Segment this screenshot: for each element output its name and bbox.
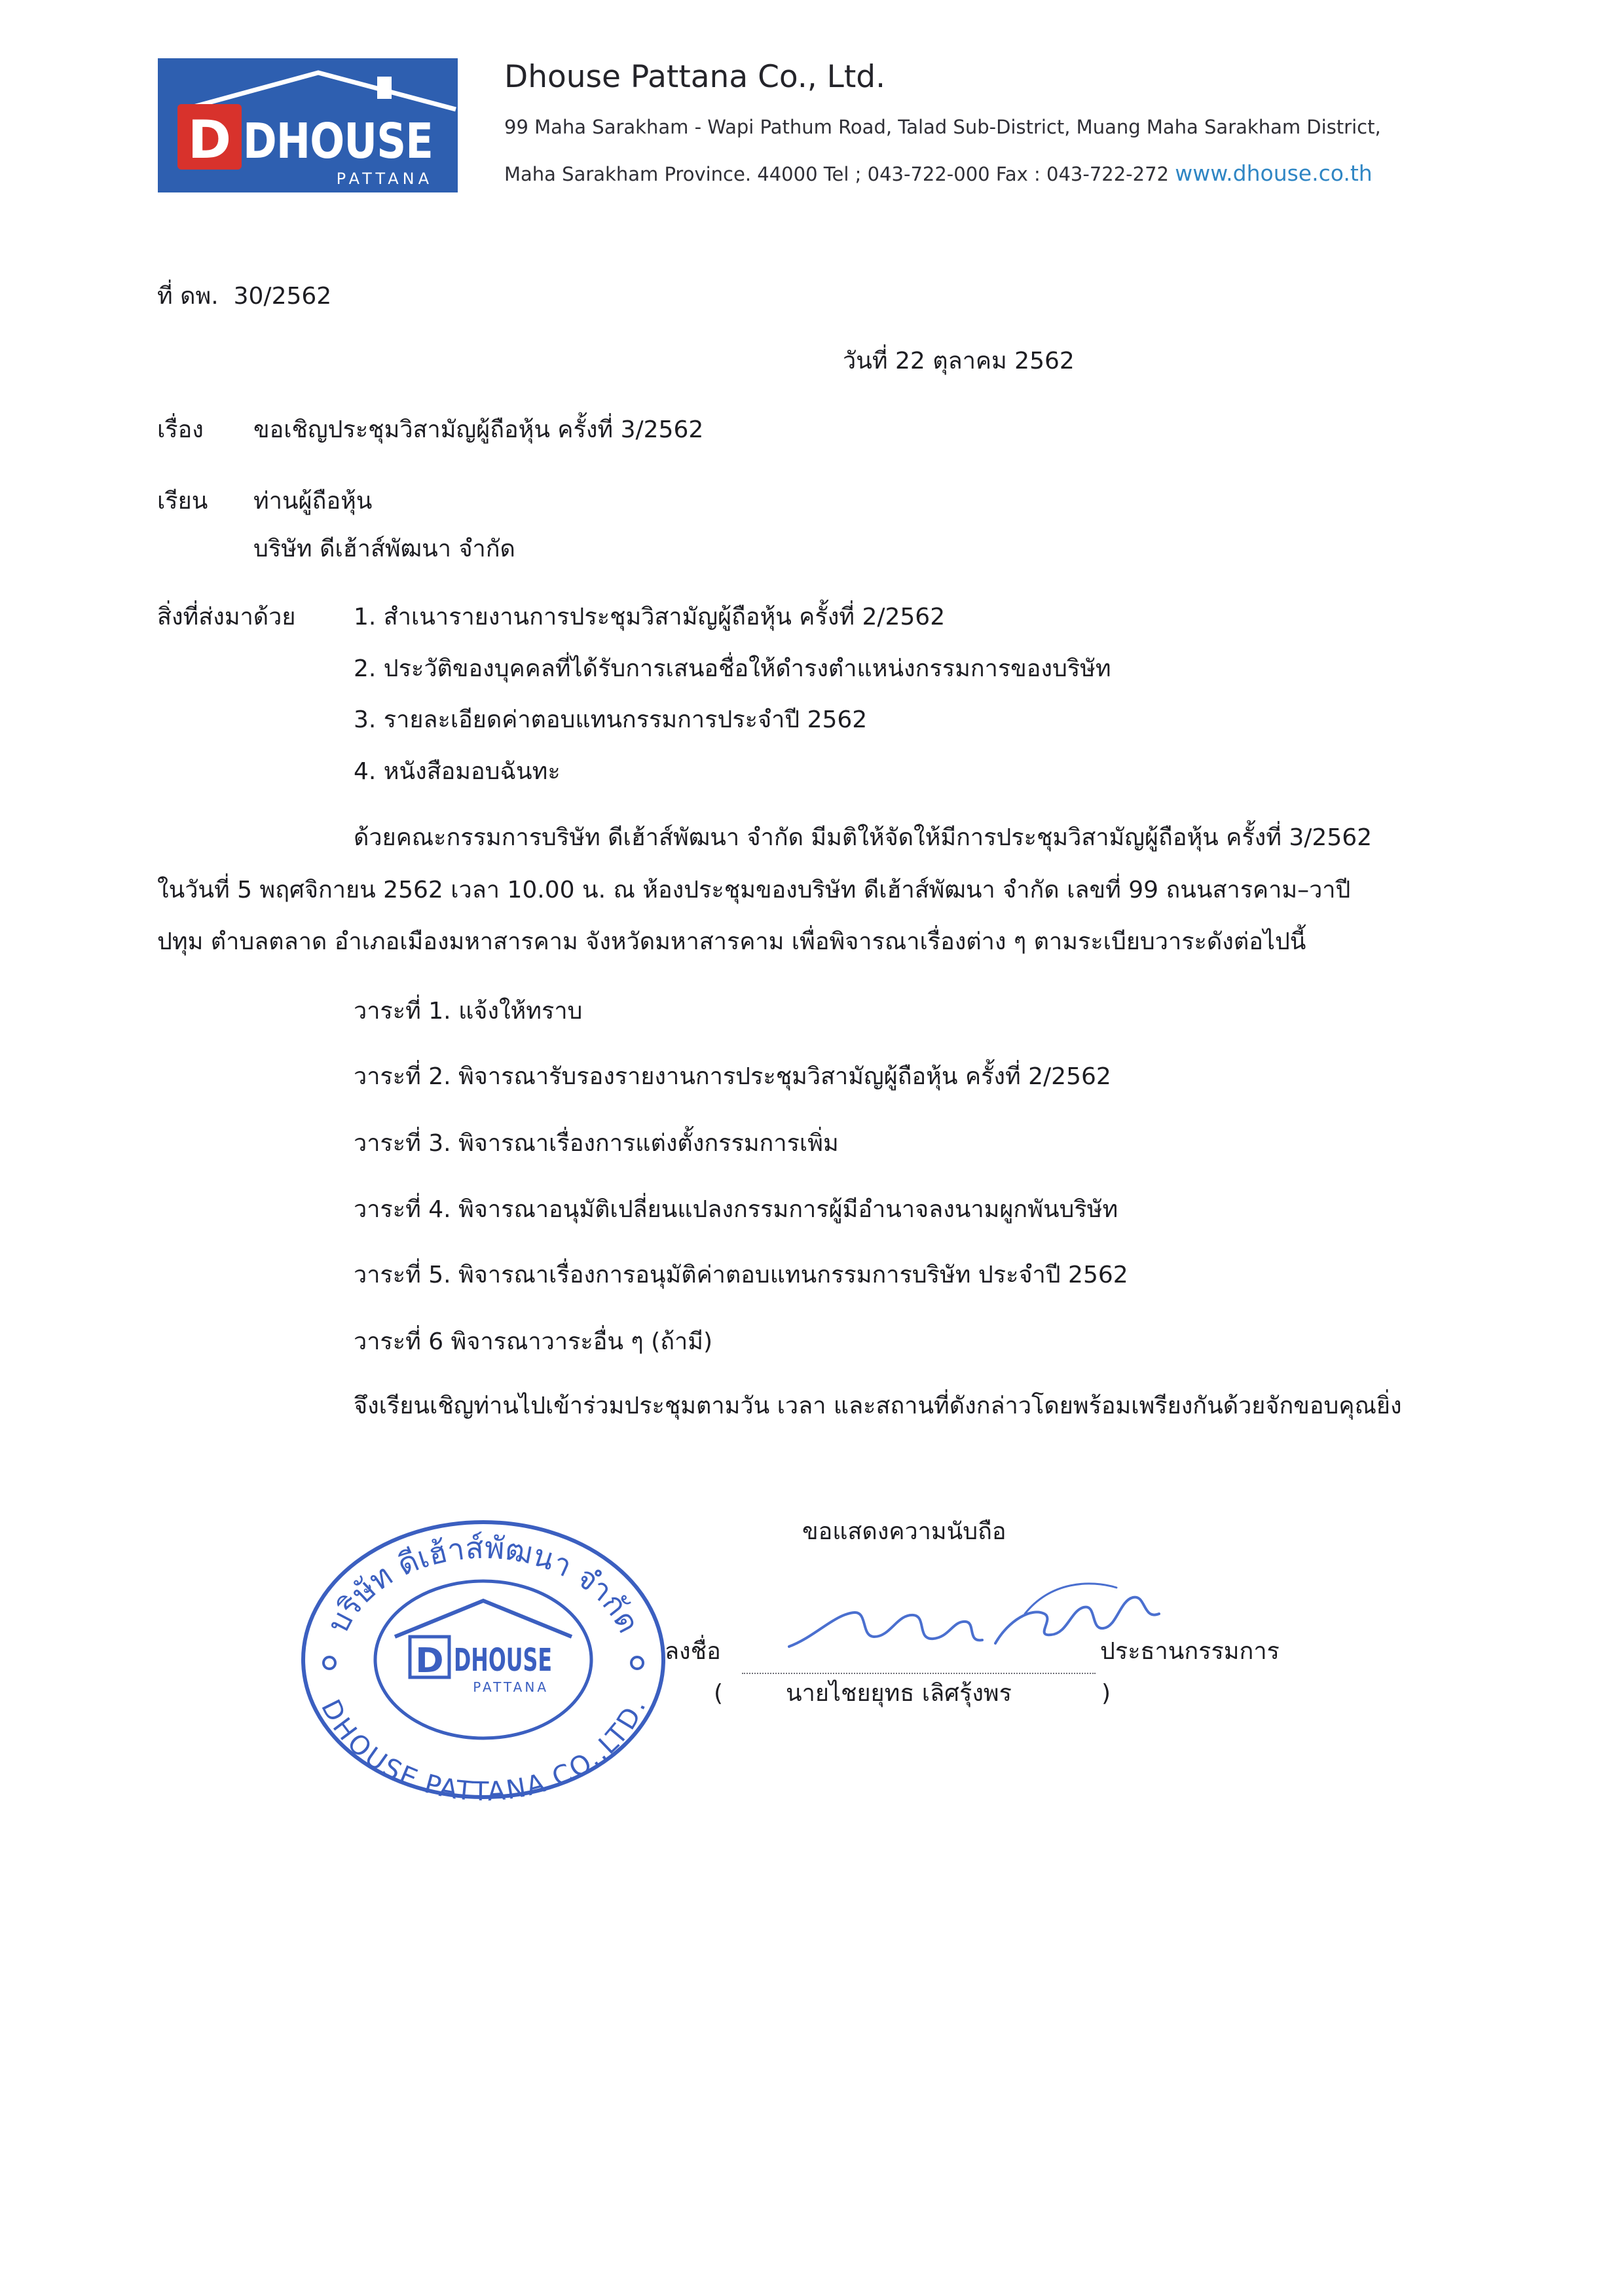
regards-text: ขอแสดงความนับถือ [802,1518,1006,1545]
closing-sentence: จึงเรียนเชิญท่านไปเข้าร่วมประชุมตามวัน เวลา และสถานที่ดังกล่าวโดยพร้อมเพรียงกันด้วยจักขอบคุณยิ่ง [354,1393,1402,1419]
reference-label: ที่ ดพ. [157,283,219,310]
enclosure-item: 4. หนังสือมอบฉันทะ [354,758,561,785]
agenda-item: วาระที่ 1. แจ้งให้ทราบ [354,998,583,1025]
subject-label: เรื่อง [157,416,204,443]
body-paragraph-line: ปทุม ตำบลตลาด อำเภอเมืองมหาสารคาม จังหวัดมหาสารคาม เพื่อพิจารณาเรื่องต่าง ๆ ตามระเบียบวาระดังต่อไปนี้ [157,928,1306,955]
svg-text:D: D [187,109,232,170]
logo-word: DHOUSE [243,113,433,170]
seal-logo-sub: PATTANA [473,1679,549,1695]
recipient-label: เรียน [157,488,208,515]
signature-line [742,1673,1096,1674]
enclosure-item: 2. ประวัติของบุคคลที่ได้รับการเสนอชื่อให้ดำรงตำแหน่งกรรมการของบริษัท [354,655,1111,682]
agenda-item: วาระที่ 5. พิจารณาเรื่องการอนุมัติค่าตอบแทนกรรมการบริษัท ประจำปี 2562 [354,1262,1128,1288]
signer-name: นายไชยยุทธ เลิศรุ้งพร [786,1680,1012,1707]
company-address-line-1: 99 Maha Sarakham - Wapi Pathum Road, Talad Sub-District, Muang Maha Sarakham District, [504,116,1381,138]
agenda-item: วาระที่ 2. พิจารณารับรองรายงานการประชุมวิสามัญผู้ถือหุ้น ครั้งที่ 2/2562 [354,1063,1111,1090]
enclosure-item: 1. สำเนารายงานการประชุมวิสามัญผู้ถือหุ้น ครั้งที่ 2/2562 [354,604,946,630]
recipient-line-1: ท่านผู้ถือหุ้น [253,488,373,515]
signer-close-paren: ) [1101,1680,1111,1707]
agenda-item: วาระที่ 3. พิจารณาเรื่องการแต่งตั้งกรรมการเพิ่ม [354,1130,839,1157]
company-address-line-2 [504,160,1373,187]
body-paragraph-line: ในวันที่ 5 พฤศจิกายน 2562 เวลา 10.00 น. ณ ห้องประชุมของบริษัท ดีเฮ้าส์พัฒนา จำกัด เลขที่ 99 ถนนสารคาม–วาปี [157,877,1351,903]
agenda-item: วาระที่ 4. พิจารณาอนุมัติเปลี่ยนแปลงกรรมการผู้มีอำนาจลงนามผูกพันบริษัท [354,1196,1118,1223]
seal-bottom-text: DHOUSE PATTANA CO.,LTD. [315,1694,652,1807]
company-seal-stamp [293,1512,673,1807]
enclosure-item: 3. รายละเอียดค่าตอบแทนกรรมการประจำปี 2562 [354,706,868,733]
seal-logo-word: DHOUSE [454,1642,552,1679]
seal-top-text: บริษัท ดีเฮ้าส์พัฒนา จำกัด [320,1529,647,1639]
reference-number [157,280,331,313]
agenda-item: วาระที่ 6 พิจารณาวาระอื่น ๆ (ถ้ามี) [354,1328,712,1355]
svg-text:DHOUSE PATTANA CO.,LTD. [315,1695,652,1807]
recipient-line-2: บริษัท ดีเฮ้าส์พัฒนา จำกัด [253,536,515,562]
company-website-link[interactable]: www.dhouse.co.th [1175,160,1373,186]
svg-text:บริษัท ดีเฮ้าส์พัฒนา จำกัด [320,1530,646,1639]
company-logo [158,58,458,192]
subject-text: ขอเชิญประชุมวิสามัญผู้ถือหุ้น ครั้งที่ 3/2562 [253,416,704,443]
company-name: Dhouse Pattana Co., Ltd. [504,59,886,95]
logo-sub: PATTANA [336,170,433,188]
body-paragraph-line: ด้วยคณะกรรมการบริษัท ดีเฮ้าส์พัฒนา จำกัด มีมติให้จัดให้มีการประชุมวิสามัญผู้ถือหุ้น ครั้งที่ 3/2562 [354,824,1373,851]
enclosures-label: สิ่งที่ส่งมาด้วย [157,604,296,630]
svg-text:D: D [415,1641,444,1681]
reference-value: 30/2562 [233,283,332,310]
sign-label: ลงชื่อ [665,1638,721,1665]
company-address-contacts: Maha Sarakham Province. 44000 Tel ; 043-722-000 Fax : 043-722-272 [504,163,1169,185]
letter-date: วันที่ 22 ตุลาคม 2562 [843,348,1075,374]
signer-open-paren: ( [714,1680,724,1707]
signer-position: ประธานกรรมการ [1100,1638,1280,1665]
